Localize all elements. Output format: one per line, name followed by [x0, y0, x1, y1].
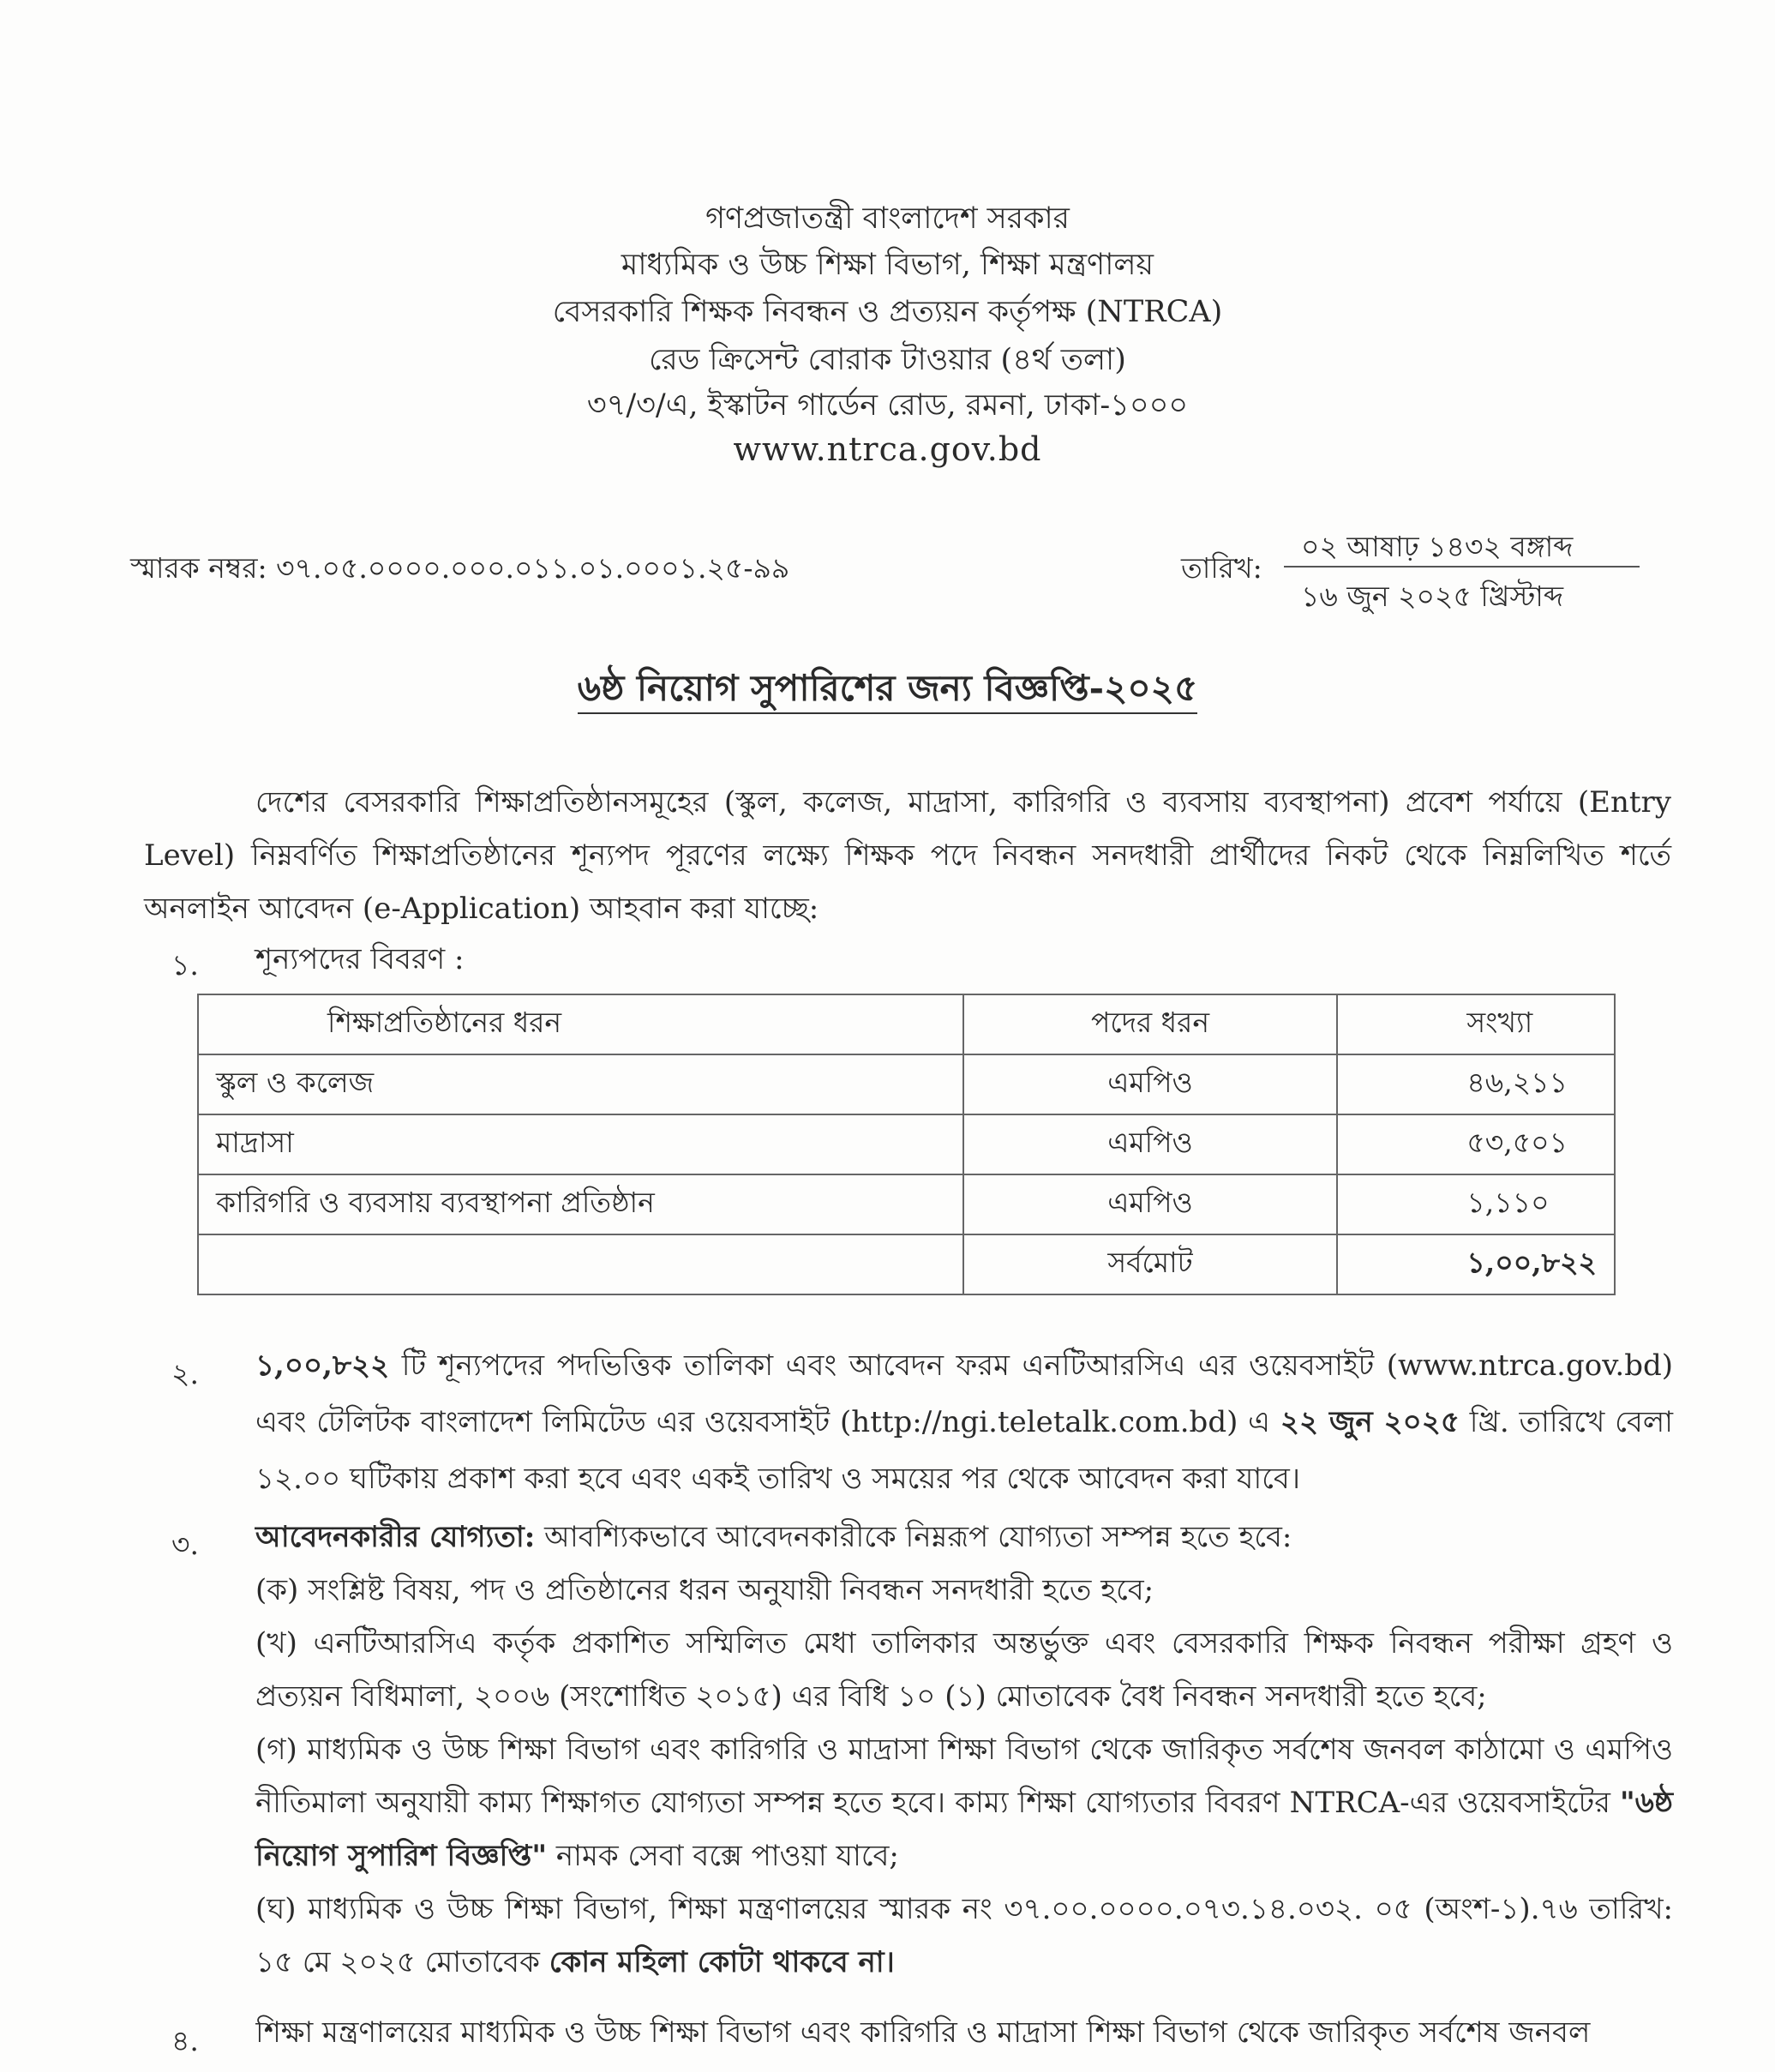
eligibility-heading: আবেদনকারীর যোগ্যতা:: [255, 1520, 536, 1554]
table-cell: স্কুল ও কলেজ: [198, 1054, 963, 1114]
eligibility-ga-b: নামক সেবা বক্সে পাওয়া যাবে;: [547, 1839, 899, 1873]
item-3-intro: [255, 1510, 1673, 1564]
table-total-row: [198, 1234, 1615, 1294]
table-cell: মাদ্রাসা: [198, 1114, 963, 1174]
item-number-3: ৩.: [171, 1528, 199, 1561]
item-2-text: [255, 1337, 1673, 1507]
eligibility-gha: [255, 1883, 1673, 1989]
eligibility-gha-bold: কোন মহিলা কোটা থাকবে না।: [549, 1945, 895, 1979]
table-header: শিক্ষাপ্রতিষ্ঠানের ধরন: [198, 994, 963, 1054]
item-4-text: শিক্ষা মন্ত্রণালয়ের মাধ্যমিক ও উচ্চ শিক্ষা বিভাগ এবং কারিগরি ও মাদ্রাসা শিক্ষা বিভাগ থেকে জারিকৃত সর্বশেষ জনবল: [255, 2015, 1591, 2050]
intro-paragraph: দেশের বেসরকারি শিক্ষাপ্রতিষ্ঠানসমূহের (স্কুল, কলেজ, মাদ্রাসা, কারিগরি ও ব্যবসায় ব্যবস্থাপনা) প্রবেশ পর্যায়ে (Entry Level) নিম্নবর্ণিত শিক্ষাপ্রতিষ্ঠানের শূন্যপদ পূরণের লক্ষ্যে শিক্ষক পদে নিবন্ধন সনদধারী প্রার্থীদের নিকট থেকে নিম্নলিখিত শর্তে অনলাইন আবেদন (e-Application) আহবান করা যাচ্ছে:: [144, 785, 1671, 926]
vacancy-table: [197, 994, 1616, 1295]
notice-title: [0, 660, 1775, 721]
date-bangla: ০২ আষাঢ় ১৪৩২ বঙ্গাব্দ: [1301, 530, 1574, 563]
item-number-4: ৪.: [171, 2024, 199, 2057]
header-authority: বেসরকারি শিক্ষক নিবন্ধন ও প্রত্যয়ন কর্তৃপক্ষ (NTRCA): [552, 295, 1223, 329]
table-header-row: [198, 994, 1615, 1054]
eligibility-ga: [255, 1723, 1673, 1883]
notice-title-text: ৬ষ্ঠ নিয়োগ সুপারিশের জন্য বিজ্ঞপ্তি-২০২৫: [578, 667, 1198, 714]
table-cell: এমপিও: [963, 1054, 1338, 1114]
header-government: গণপ্রজাতন্ত্রী বাংলাদেশ সরকার: [705, 201, 1070, 236]
header-website: www.ntrca.gov.bd: [733, 430, 1042, 468]
publish-date: ২২ জুন ২০২৫: [1280, 1405, 1460, 1439]
memo-number: স্মারক নম্বর: ৩৭.০৫.০০০০.০০০.০১১.০১.০০০১.২৫-৯৯: [130, 551, 790, 585]
eligibility-ga-a: (গ) মাধ্যমিক ও উচ্চ শিক্ষা বিভাগ এবং কারিগরি ও মাদ্রাসা শিক্ষা বিভাগ থেকে জারিকৃত সর্বশেষ জনবল কাঠামো ও এমপিও নীতিমালা অনুযায়ী কাম্য শিক্ষাগত যোগ্যতা সম্পন্ন হতে হবে। কাম্য শিক্ষা যোগ্যতার বিবরণ NTRCA-এর ওয়েবসাইটের: [255, 1733, 1673, 1820]
table-cell: ৪৬,২১১: [1337, 1054, 1615, 1114]
table-header: সংখ্যা: [1337, 994, 1615, 1054]
table-header: পদের ধরন: [963, 994, 1338, 1054]
item-2-text-b: খ্রি. তারিখে বেলা ১২.০০ ঘটিকায় প্রকাশ করা হবে এবং একই তারিখ ও সময়ের পর থেকে আবেদন করা যাবে।: [255, 1405, 1674, 1496]
table-row: [198, 1174, 1615, 1234]
date-divider: [1284, 566, 1640, 568]
table-cell: ১,১১০: [1337, 1174, 1615, 1234]
table-row: [198, 1114, 1615, 1174]
table-cell: কারিগরি ও ব্যবসায় ব্যবস্থাপনা প্রতিষ্ঠান: [198, 1174, 963, 1234]
item-1-heading: শূন্যপদের বিবরণ :: [255, 942, 465, 976]
vacancy-count: ১,০০,৮২২: [255, 1348, 390, 1383]
table-cell-empty: [198, 1234, 963, 1294]
table-total-label: সর্বমোট: [963, 1234, 1338, 1294]
eligibility-ka: (ক) সংশ্লিষ্ট বিষয়, পদ ও প্রতিষ্ঠানের ধরন অনুযায়ী নিবন্ধন সনদধারী হতে হবে;: [255, 1573, 1154, 1607]
item-number-1: ১.: [171, 948, 199, 982]
table-row: [198, 1054, 1615, 1114]
table-cell: এমপিও: [963, 1114, 1338, 1174]
eligibility-ga-bold: "৬ষ্ঠ নিয়োগ সুপারিশ বিজ্ঞপ্তি": [255, 1786, 1673, 1873]
item-3-text: [255, 1510, 1673, 1989]
table-cell: ৫৩,৫০১: [1337, 1114, 1615, 1174]
table-total-value: ১,০০,৮২২: [1337, 1234, 1615, 1294]
eligibility-intro: আবশ্যিকভাবে আবেদনকারীকে নিম্নরূপ যোগ্যতা সম্পন্ন হতে হবে:: [535, 1520, 1292, 1554]
date-label: তারিখ:: [1181, 551, 1262, 585]
header-building: রেড ক্রিসেন্ট বোরাক টাওয়ার (৪র্থ তলা): [649, 343, 1126, 377]
header-address: ৩৭/৩/এ, ইস্কাটন গার্ডেন রোড, রমনা, ঢাকা-১০০০: [586, 388, 1189, 423]
eligibility-gha-a: (ঘ) মাধ্যমিক ও উচ্চ শিক্ষা বিভাগ, শিক্ষা মন্ত্রণালয়ের স্মারক নং ৩৭.০০.০০০০.০৭৩.১৪.০৩২. ০৫ (অংশ-১).৭৬ তারিখ: ১৫ মে ২০২৫ মোতাবেক: [255, 1892, 1673, 1979]
date-gregorian: ১৬ জুন ২০২৫ খ্রিস্টাব্দ: [1301, 580, 1564, 613]
header-division: মাধ্যমিক ও উচ্চ শিক্ষা বিভাগ, শিক্ষা মন্ত্রণালয়: [621, 248, 1154, 282]
item-2-text-a: টি শূন্যপদের পদভিত্তিক তালিকা এবং আবেদন ফরম এনটিআরসিএ এর ওয়েবসাইট (www.ntrca.gov.bd) এবং টেলিটক বাংলাদেশ লিমিটেড এর ওয়েবসাইট (http://ngi.teletalk.com.bd) এ: [255, 1348, 1673, 1439]
table-cell: এমপিও: [963, 1174, 1338, 1234]
eligibility-kha: (খ) এনটিআরসিএ কর্তৃক প্রকাশিত সম্মিলিত মেধা তালিকার অন্তর্ভুক্ত এবং বেসরকারি শিক্ষক নিবন্ধন পরীক্ষা গ্রহণ ও প্রত্যয়ন বিধিমালা, ২০০৬ (সংশোধিত ২০১৫) এর বিধি ১০ (১) মোতাবেক বৈধ নিবন্ধন সনদধারী হতে হবে;: [255, 1626, 1673, 1714]
item-number-2: ২.: [171, 1357, 199, 1390]
